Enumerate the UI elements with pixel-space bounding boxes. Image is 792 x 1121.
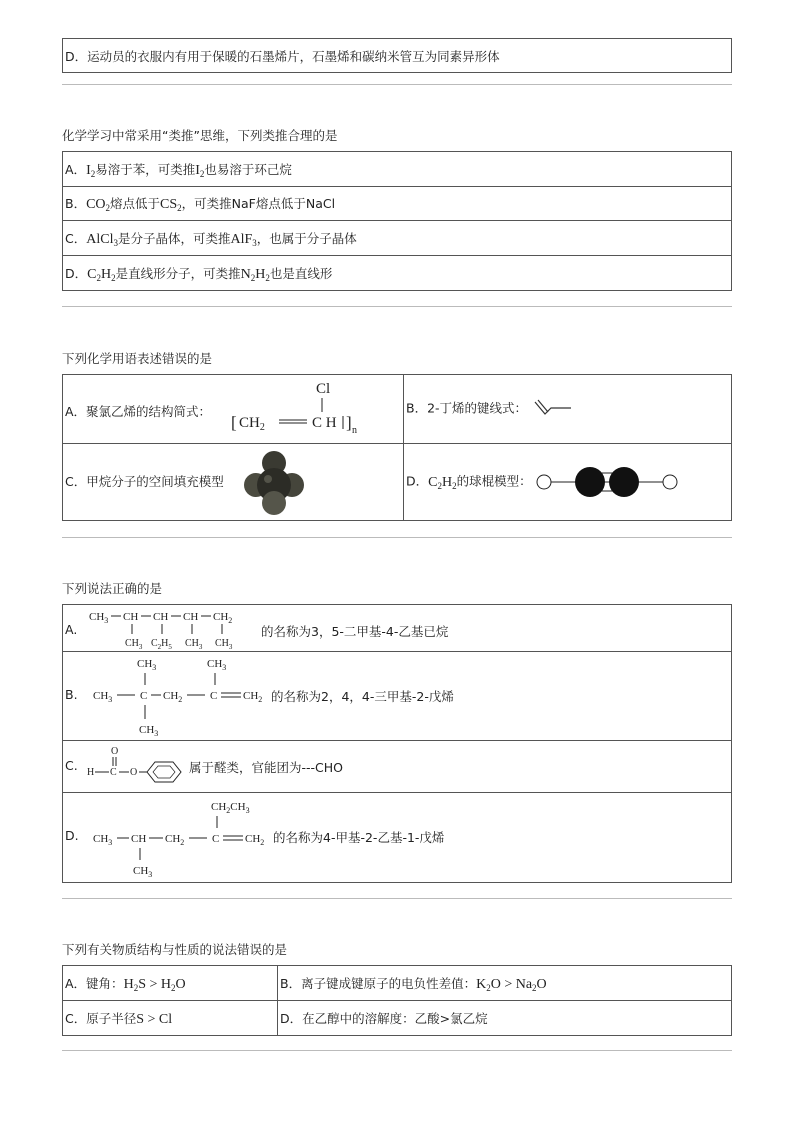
- option-d-prefix: D．: [406, 473, 429, 489]
- svg-text:CH3: $CH_3$: [215, 637, 233, 651]
- q4-option-b[interactable]: B．离子键成键原子的电负性差值：$K_2O > Na_2O$: [278, 966, 732, 1001]
- svg-text:CH: CH: [123, 610, 139, 623]
- svg-text:C2H5: $C_2H_5$: [151, 637, 172, 651]
- pvc-structure: [229, 376, 399, 442]
- svg-text:CH3: $CH_3$: [185, 637, 203, 651]
- q4-option-d[interactable]: D．在乙醇中的溶解度：乙酸>氯乙烷: [278, 1001, 732, 1036]
- option-a-text: A．聚氯乙烯的结构简式：: [65, 404, 212, 419]
- divider: [62, 898, 732, 899]
- svg-text:CH3: $CH_3$: [93, 832, 113, 847]
- q0-option-d[interactable]: [63, 39, 732, 73]
- q4-option-c[interactable]: C．原子半径S > Cl: [63, 1001, 278, 1036]
- divider: [62, 84, 732, 85]
- q2-option-c[interactable]: [63, 444, 404, 521]
- q1-option-a[interactable]: A．$I_2$易溶于苯，可类推$I_2$也易溶于环己烷: [63, 152, 732, 187]
- q1-options-table: [62, 151, 732, 291]
- svg-text:CH2: $CH_2$: [239, 415, 265, 433]
- svg-text:CH3: $CH_3$: [207, 657, 227, 672]
- methane-space-filling-model: [241, 449, 307, 517]
- q3-option-c[interactable]: C. O H C O 属于醛类，官能团为---CHO: [63, 741, 732, 793]
- svg-text:O: O: [130, 766, 138, 778]
- svg-text:CH2: $CH_2$: [163, 689, 183, 704]
- q3-stem: 下列说法正确的是: [62, 581, 163, 596]
- svg-text:CH: CH: [183, 610, 199, 623]
- svg-text:H: H: [87, 766, 95, 778]
- svg-text:CH2: $CH_2$: [165, 832, 185, 847]
- option-a-text: 的名称为3，5-二甲基-4-乙基已烷: [261, 623, 449, 639]
- svg-text:CH2: $CH_2$: [245, 832, 265, 847]
- svg-text:CH3: $CH_3$: [137, 657, 157, 672]
- divider: [62, 537, 732, 538]
- svg-text:C: C: [140, 689, 148, 702]
- option-d-prefix: D．: [65, 48, 88, 64]
- option-c-text: 属于醛类，官能团为---CHO: [189, 759, 343, 775]
- svg-text:]: ]: [346, 413, 352, 432]
- q3-option-a[interactable]: A. $CH_3$ CH CH CH $CH_2$ $CH_3$ $C_2H_5$ $CH_3$ $CH_3$ 的名称为3，5-二甲基-4-乙基已烷: [63, 605, 732, 652]
- q2-option-b[interactable]: [404, 375, 732, 444]
- q3-option-b[interactable]: B. $CH_3$ $CH_3$ $CH_3$ C $CH_2$ C $CH_2$ $CH_3$ 的名称为2，4，4-三甲基-2-戊烯: [63, 652, 732, 741]
- svg-text:O: O: [111, 745, 119, 757]
- q2-options-table: [62, 374, 732, 521]
- option-b-text: 的名称为2，4，4-三甲基-2-戊烯: [271, 688, 454, 704]
- svg-text:C: C: [212, 832, 220, 845]
- svg-text:C H: C H: [312, 415, 337, 431]
- q1-option-d[interactable]: D．$C_2H_2$是直线形分子，可类推$N_2H_2$也是直线形: [63, 256, 732, 291]
- svg-text:C: C: [110, 766, 117, 778]
- svg-text:CH2CH3: $CH_2CH_3$: [211, 800, 250, 815]
- option-d-suffix: 的球棍模型：: [456, 473, 532, 489]
- q1-option-b[interactable]: B．$CO_2$熔点低于$CS_2$，可类推NaF熔点低于NaCl: [63, 187, 732, 221]
- q0-options-table: [62, 38, 732, 73]
- q1-stem: 化学学习中常采用“类推”思维，下列类推合理的是: [62, 128, 338, 143]
- svg-text:C: C: [210, 689, 218, 702]
- option-b-text: B．2-丁烯的键线式：: [406, 400, 528, 416]
- option-d-text: 的名称为4-甲基-2-乙基-1-戊烯: [273, 829, 445, 845]
- q2-option-d[interactable]: D．$C_2H_2$的球棍模型：: [404, 444, 732, 521]
- svg-text:Cl: Cl: [316, 381, 331, 397]
- divider: [62, 1050, 732, 1051]
- q3-a-formula: [89, 606, 261, 651]
- q3-d-formula: [89, 794, 273, 882]
- svg-text:[: [: [231, 413, 237, 432]
- svg-text:CH: CH: [131, 832, 147, 845]
- svg-text:CH3: $CH_3$: [133, 864, 153, 879]
- svg-text:CH2: $CH_2$: [213, 610, 233, 625]
- q2-option-a[interactable]: [63, 375, 404, 444]
- svg-text:CH: CH: [153, 610, 169, 623]
- svg-text:CH3: $CH_3$: [93, 689, 113, 704]
- q3-c-formula: [83, 744, 189, 790]
- butene-skeletal-formula: [531, 398, 575, 420]
- svg-text:CH3: $CH_3$: [89, 610, 109, 625]
- q4-stem: 下列有关物质结构与性质的说法错误的是: [62, 942, 288, 957]
- svg-text:n: n: [352, 425, 357, 436]
- svg-text:CH3: $CH_3$: [125, 637, 143, 651]
- divider: [62, 306, 732, 307]
- q4-option-a[interactable]: A．键角：$H_2S > H_2O$: [63, 966, 278, 1001]
- svg-text:CH2: $CH_2$: [243, 689, 263, 704]
- q2-stem: 下列化学用语表述错误的是: [62, 351, 213, 366]
- q3-options-table: [62, 604, 732, 883]
- svg-text:CH3: $CH_3$: [139, 723, 159, 738]
- q1-option-c[interactable]: C．AlCl$_3$是分子晶体，可类推AlF$_3$，也属于分子晶体: [63, 221, 732, 256]
- acetylene-ball-stick-model: [536, 467, 680, 497]
- q3-option-d[interactable]: D. $CH_2CH_3$ $CH_3$ CH $CH_2$ C $CH_2$ $CH_3$ 的名称为4-甲基-2-乙基-1-戊烯: [63, 793, 732, 883]
- option-c-text: C．甲烷分子的空间填充模型: [65, 474, 224, 489]
- q4-options-table: [62, 965, 732, 1036]
- q3-b-formula: [89, 653, 271, 740]
- option-d-text: 运动员的衣服内有用于保暖的石墨烯片，石墨烯和碳纳米管互为同素异形体: [87, 48, 500, 64]
